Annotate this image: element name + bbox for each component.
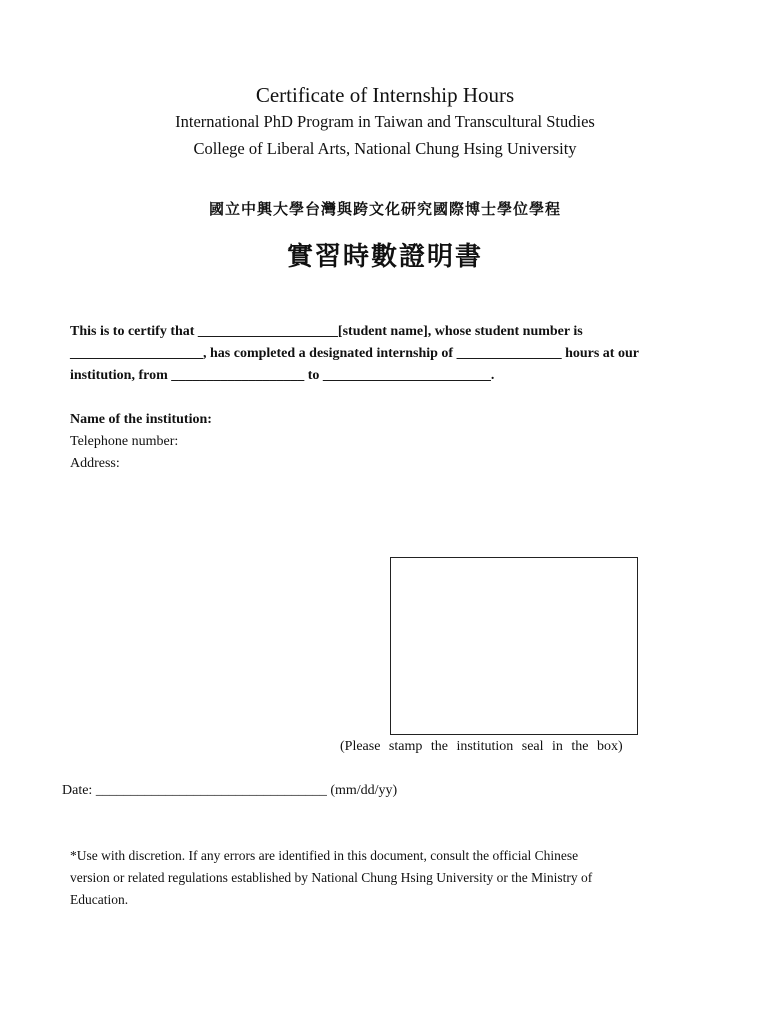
footnote-line: version or related regulations established by National Chung Hsing University or the Ministry of: [70, 870, 593, 885]
certification-line: ___________________, has completed a designated internship of _______________ hours at our: [70, 346, 639, 361]
footnote-line: Education.: [70, 892, 129, 907]
certification-line: institution, from ___________________ to ________________________.: [70, 368, 495, 383]
certification-statement: [70, 321, 710, 387]
program-name: International PhD Program in Taiwan and Transcultural Studies: [175, 112, 595, 131]
chinese-document-title: 實習時數證明書: [286, 242, 483, 271]
footnote-line: *Use with discretion. If any errors are identified in this document, consult the official Chinese: [70, 848, 579, 863]
institution-info: [70, 409, 212, 475]
document-title: Certificate of Internship Hours: [255, 83, 515, 107]
telephone-label: Telephone number:: [70, 434, 179, 449]
college-name: College of Liberal Arts, National Chung Hsing University: [193, 139, 577, 158]
address-label: Address:: [70, 456, 120, 471]
chinese-program-name: 國立中興大學台灣與跨文化研究國際博士學位學程: [208, 202, 561, 218]
date-field: Date: _________________________________ (mm/dd/yy): [62, 783, 398, 798]
certification-line: This is to certify that ____________________[student name], whose student number is: [70, 324, 583, 339]
seal-stamp-box: [390, 557, 638, 735]
footnote: [70, 845, 690, 911]
institution-name-label: Name of the institution:: [70, 412, 212, 427]
seal-caption: (Please stamp the institution seal in the box): [340, 739, 623, 754]
